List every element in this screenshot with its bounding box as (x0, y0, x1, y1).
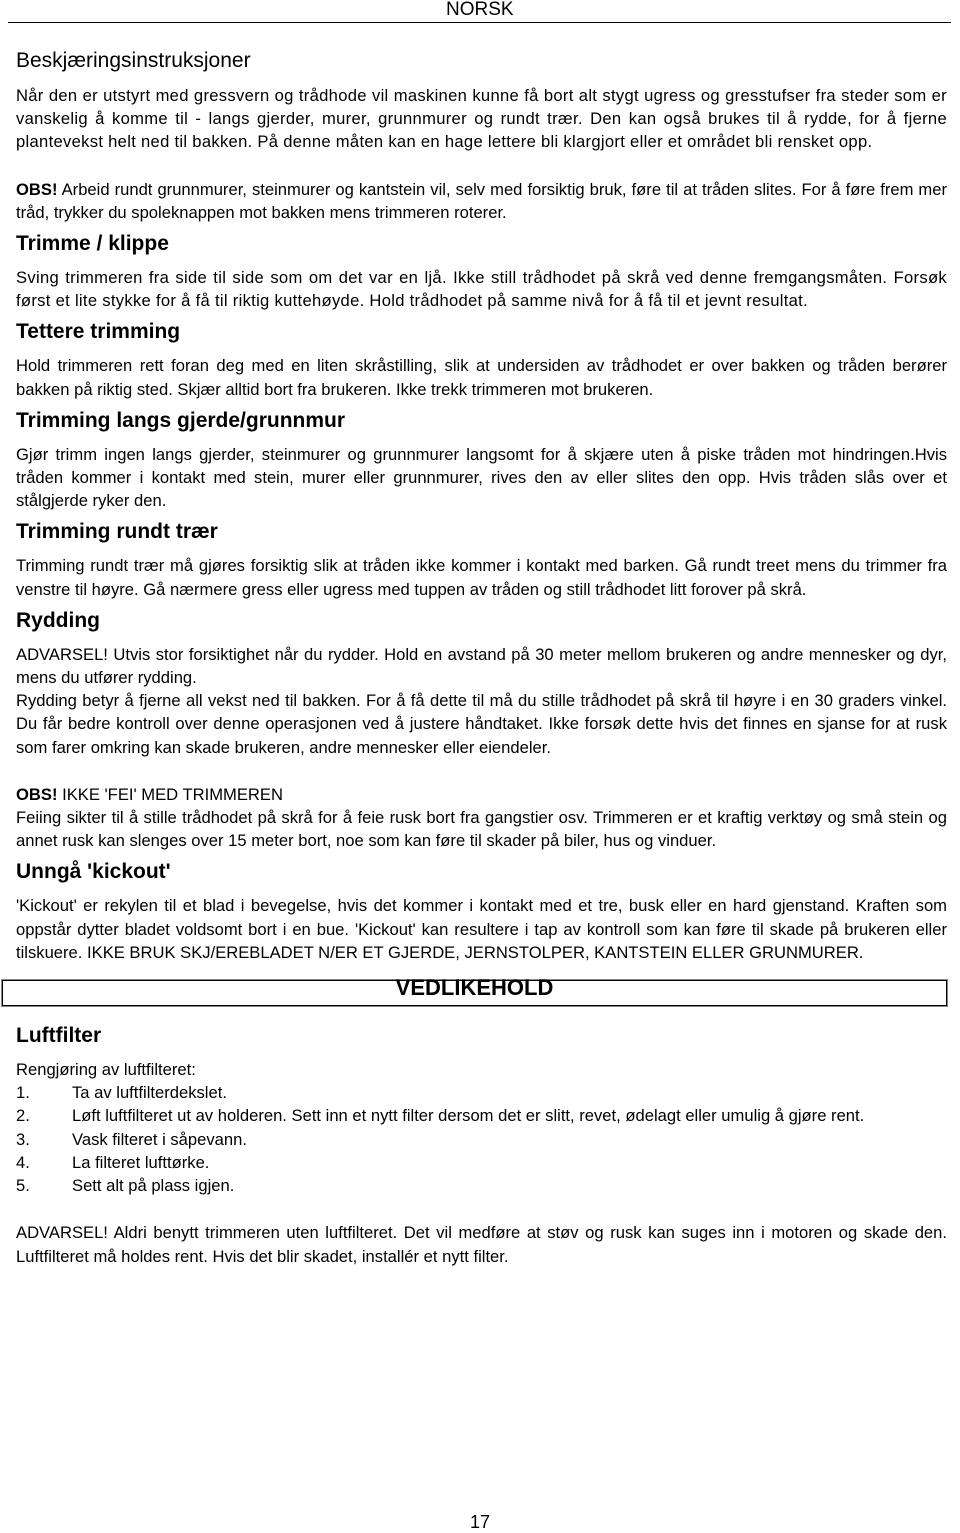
page-content (16, 44, 947, 1268)
heading-rydding: Rydding (16, 608, 100, 632)
maintenance-banner (2, 975, 947, 1006)
language-header: NORSK (446, 0, 514, 20)
heading-luftfilter: Luftfilter (16, 1024, 102, 1048)
maintenance-title: VEDLIKEHOLD (395, 975, 554, 1001)
obs-text: IKKE 'FEI' MED TRIMMEREN (57, 784, 283, 804)
tettere-paragraph: Hold trimmeren rett foran deg med en liten skråstilling, slik at undersiden av trådhodet er over bakken og tråden berører bakken på riktig sted. Skjær alltid bort fra brukeren. Ikke trekk trimmeren mot brukeren. (16, 356, 947, 399)
traer-paragraph: Trimming rundt trær må gjøres forsiktig slik at tråden ikke kommer i kontakt med barken. Gå rundt treet mens du trimmer fra venstre til høyre. Gå nærmere gress eller ugress med tuppen av tråden og still trådhodet litt forover på skrå. (16, 556, 947, 599)
luftfilter-intro: Rengjøring av luftfilteret: (16, 1060, 196, 1080)
heading-trimme: Trimme / klippe (16, 232, 169, 256)
trimme-paragraph: Sving trimmeren fra side til side som om det var en ljå. Ikke still trådhodet på skrå ved denne fremgangsmåten. Forsøk først et lite stykke for å få til riktig kuttehøyde. Hold trådhodet på samme nivå for å få til et jevnt resultat. (16, 268, 947, 311)
heading-tettere: Tettere trimming (16, 320, 181, 344)
obs-text: Arbeid rundt grunnmurer, steinmurer og kantstein vil, selv med forsiktig bruk, føre til at tråden slites. For å føre frem mer tråd, trykker du spoleknappen mot bakken mens trimmeren roterer. (16, 179, 947, 222)
header-rule (8, 22, 951, 23)
gjerde-paragraph: Gjør trimm ingen langs gjerder, steinmurer og grunnmurer langsomt for å skjære uten å piske tråden mot hindringen.Hvis tråden kommer i kontakt med stein, murer eller grunnmurer, rives den av eller slites den opp. Hvis tråden slås over et stålgjerde ryker den. (16, 444, 947, 511)
kickout-paragraph: 'Kickout' er rekylen til et blad i bevegelse, hvis det kommer i kontakt med et tre, busk eller en hard gjenstand. Kraften som oppstår dytter bladet voldsomt bort i en bue. 'Kickout' kan resultere i tap av kontroll som kan føre til skade på brukeren eller tilskuere. IKKE BRUK SKJ/EREBLADET N/ER ET GJERDE, JERNSTOLPER, KANTSTEIN ELLER GRUNMURER. (16, 896, 947, 962)
obs-label: OBS! (16, 179, 58, 199)
heading-gjerde: Trimming langs gjerde/grunnmur (16, 408, 346, 432)
page-number: 17 (469, 1512, 491, 1532)
list-item: 3. Vask filteret i såpevann. (16, 1129, 247, 1149)
heading-kickout: Unngå 'kickout' (16, 860, 171, 884)
rydding-warning: ADVARSEL! Utvis stor forsiktighet når du rydder. Hold en avstand på 30 meter mellom brukeren og andre mennesker og dyr, mens du utfører rydding. (16, 644, 947, 688)
list-item: 1. Ta av luftfilterdekslet. (16, 1083, 227, 1103)
luftfilter-warning: ADVARSEL! Aldri benytt trimmeren uten luftfilteret. Det vil medføre at støv og rusk kan suges inn i motoren og skade den. Luftfilteret må holdes rent. Hvis det blir skadet, installér et nytt filter. (16, 1223, 947, 1266)
obs-label: OBS! (16, 784, 58, 804)
intro-obs-paragraph (16, 178, 947, 224)
intro-paragraph: Når den er utstyrt med gressvern og trådhode vil maskinen kunne få bort alt stygt ugress og gresstufser fra steder som er vanskelig å komme til - langs gjerder, murer, grunnmurer og rundt trær. Den kan også brukes til å rydde, for å fjerne plantevekst helt ned til bakken. På denne måten kan en hage lettere bli klargjort eller et området bli rensket opp. (16, 86, 947, 152)
heading-traer: Trimming rundt trær (16, 520, 218, 544)
rydding-paragraph: Rydding betyr å fjerne all vekst ned til bakken. For å få dette til må du stille trådhodet på skrå til høyre i en 30 graders vinkel. Du får bedre kontroll over denne operasjonen ved å justere håndtaket. Ikke forsøk dette hvis det finnes en sjanse for at rusk som farer omkring kan skade brukeren, andre mennesker eller eiendeler. (16, 691, 947, 757)
page-title: Beskjæringsinstruksjoner (16, 49, 251, 72)
list-item: 4. La filteret lufttørke. (16, 1152, 210, 1172)
list-item: 5. Sett alt på plass igjen. (16, 1176, 235, 1196)
rydding-feiing-paragraph: Feiing sikter til å stille trådhodet på skrå for å feie rusk bort fra gangstier osv. Trimmeren er et kraftig verktøy og små stein og annet rusk kan slenges over 15 meter bort, noe som kan føre til skader på biler, hus og vinduer. (16, 808, 947, 851)
rydding-obs-line (16, 783, 947, 806)
list-item: 2. Løft luftfilteret ut av holderen. Sett inn et nytt filter dersom det er slitt, revet, ødelagt eller umulig å gjøre rent. (16, 1106, 865, 1126)
luftfilter-steps (16, 1081, 947, 1197)
